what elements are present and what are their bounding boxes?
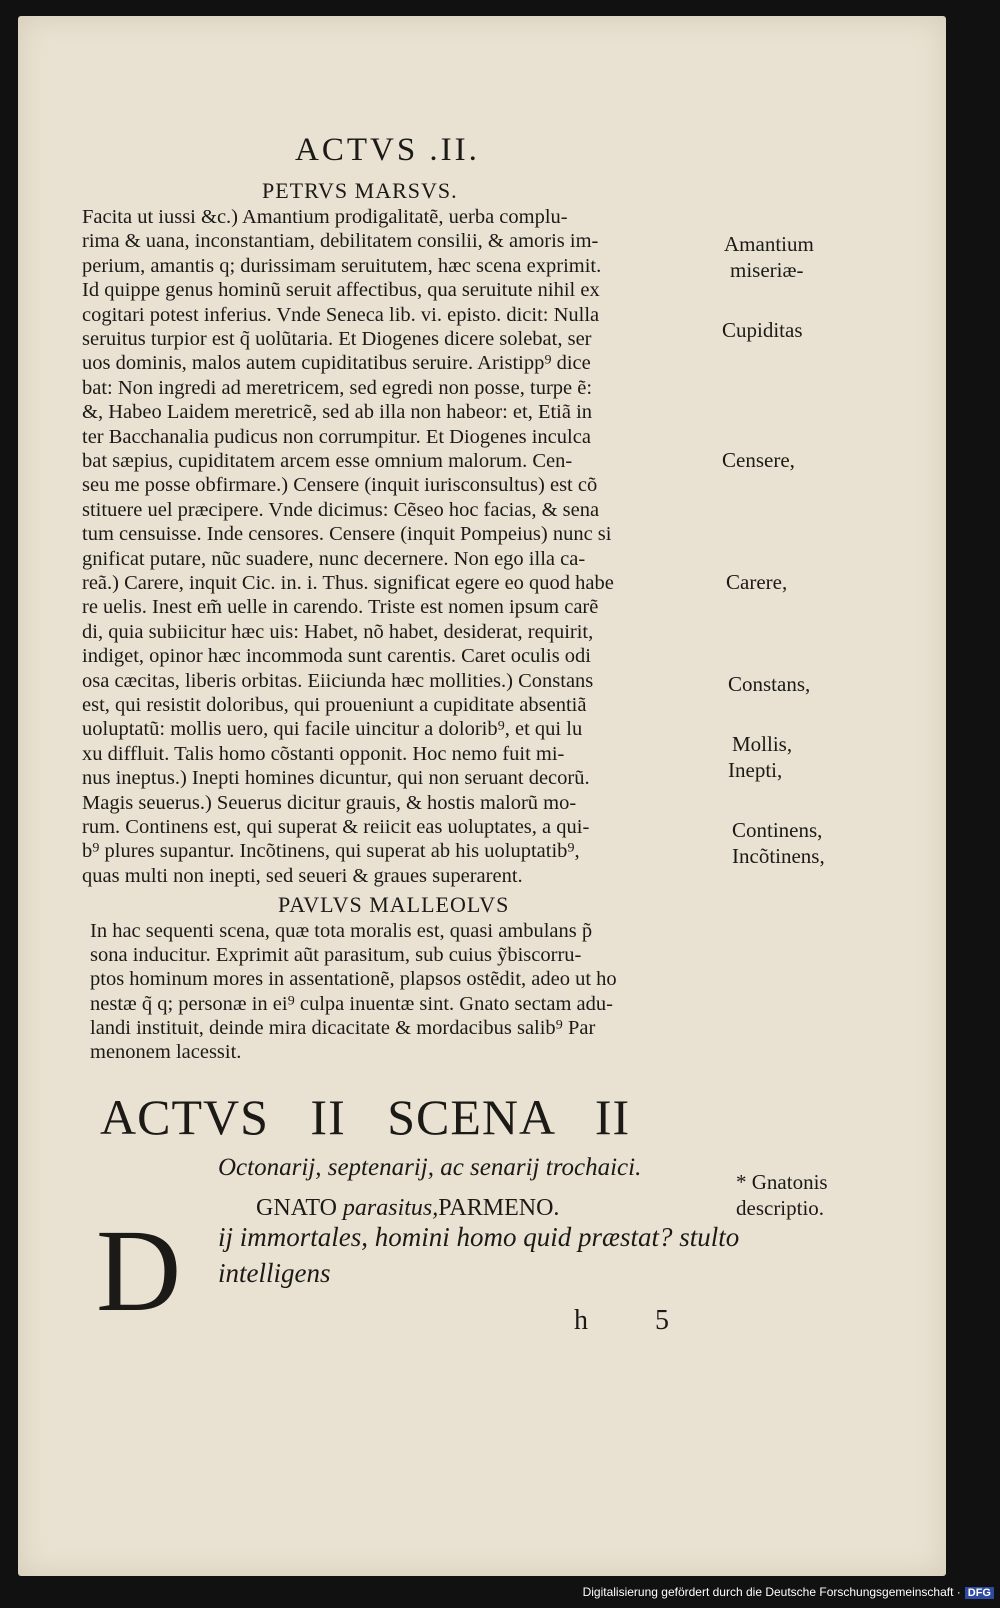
act-scene-title: ACTVS II SCENA II [100,1089,631,1145]
margin-note: Inepti, [728,758,783,782]
margin-note: Constans, [728,672,811,696]
text-line: indiget, opinor hæc incommoda sunt carentis. Caret oculis odi [82,645,591,668]
speaker-parmeno: PARMENO. [438,1195,560,1221]
text-line: ter Bacchanalia pudicus non corrumpitur. Et Diogenes inculca [82,425,591,448]
margin-note: Cupiditas [722,318,803,342]
text-line: &, Habeo Laidem meretricẽ, sed ab illa non habeor: et, Etiã in [82,401,593,424]
text-line: ptos hominum mores in assentationẽ, plapsos ostẽdit, adeo ut ho [90,968,617,991]
commentator-heading: PAVLVS MALLEOLVS [278,892,510,917]
text-line: reã.) Carere, inquit Cic. in. i. Thus. significat egere eo quod habe [82,572,614,594]
text-line: bat: Non ingredi ad meretricem, sed egredi non posse, turpe ẽ: [82,376,593,399]
verse-line: ij immortales, homini homo quid præstat? stulto [218,1222,740,1252]
digitization-footer [583,1585,994,1599]
verse-line: intelligens [218,1258,331,1288]
margin-note: Censere, [722,448,795,472]
running-head: ACTVS .II. [295,132,480,168]
text-line: landi instituit, deinde mira dicacitate & mordacibus salib⁹ Par [90,1016,596,1039]
text-line: menonem lacessit. [90,1041,242,1063]
text-line: In hac sequenti scena, quæ tota moralis est, quasi ambulans p̃ [90,920,593,942]
meter-line: Octonarij, septenarij, ac senarij trochaici. [218,1154,642,1181]
text-line: est, qui resistit doloribus, qui proueniunt a cupiditate absentiã [82,694,587,716]
text-line: uoluptatũ: mollis uero, qui facile uincitur a dolorib⁹, et qui lu [82,718,583,741]
text-line: Id quippe genus hominũ seruit affectibus, qua seruitute nihil ex [82,279,600,302]
text-line: perium, amantis q; durissimam seruitutem, hæc scena exprimit. [82,254,602,277]
margin-note: Mollis, [732,732,793,756]
margin-note: Continens, [732,818,823,842]
speaker-role: parasitus, [342,1195,439,1221]
text-line: Magis seuerus.) Seuerus dicitur grauis, & hostis malorũ mo- [82,791,577,814]
text-line: osa cæcitas, liberis orbitas. Eiiciunda hæc mollities.) Constans [82,669,594,692]
dfg-logo: DFG [965,1587,994,1599]
text-line: cogitari potest inferius. Vnde Seneca lib. vi. episto. dicit: Nulla [82,303,600,326]
text-line: rima & uana, inconstantiam, debilitatem consilii, & amoris im- [82,230,599,253]
speaker-gnato: GNATO [256,1195,337,1221]
text-line: quas multi non inepti, sed seueri & graues superarent. [82,864,523,887]
margin-note: Carere, [726,570,788,594]
margin-note: * Gnatonis [736,1170,828,1194]
text-line: uos dominis, malos autem cupiditatibus seruire. Aristipp⁹ dice [82,352,591,375]
text-line: gnificat putare, nũc suadere, nunc decernere. Non ego illa ca- [82,547,586,570]
drop-capital: D [96,1205,182,1336]
text-line: seu me posse obfirmare.) Censere (inquit iurisconsultus) est cõ [82,474,598,497]
text-line: di, quia subiicitur hæc uis: Habet, nõ habet, desiderat, requirit, [82,620,594,643]
text-line: bat sæpius, cupiditatem arcem esse omnium malorum. Cen- [82,450,573,472]
text-line: Facita ut iussi &c.) Amantium prodigalitatẽ, uerba complu- [82,206,568,228]
margin-note: Incõtinens, [732,844,825,868]
footer-text: Digitalisierung gefördert durch die Deutsche Forschungsgemeinschaft · [582,1585,961,1599]
text-line: b⁹ plures supantur. Incõtinens, qui superat ab his uoluptatib⁹, [82,840,580,863]
margin-note: Amantium [724,232,814,256]
text-line: re uelis. Inest em̃ uelle in carendo. Triste est nomen ipsum carẽ [82,596,599,619]
text-line: xu diffluit. Talis homo cõstanti opponit. Hoc nemo fuit mi- [82,742,565,765]
margin-note: descriptio. [736,1196,825,1220]
text-line: sona inducitur. Exprimit aũt parasitum, sub cuius ỹbiscorru- [90,944,582,967]
speakers-line [256,1195,559,1222]
text-line: tum censuisse. Inde censores. Censere (inquit Pompeius) nunc si [82,523,612,546]
text-line: seruitus turpior est q̃ uolũtaria. Et Diogenes dicere solebat, ser [82,328,592,350]
margin-note: miseriæ- [730,258,804,282]
text-line: stituere uel præcipere. Vnde dicimus: Cẽseo hoc facias, & sena [82,498,600,521]
signature-mark: h 5 [574,1305,699,1336]
text-line: nestæ q̃ q; personæ in ei⁹ culpa inuentæ sint. Gnato sectam adu- [90,992,613,1015]
commentator-heading: PETRVS MARSVS. [262,178,458,203]
text-line: rum. Continens est, qui superat & reiicit eas uoluptates, a qui- [82,816,590,838]
text-line: nus ineptus.) Inepti homines dicuntur, qui non seruant decorũ. [82,767,590,790]
